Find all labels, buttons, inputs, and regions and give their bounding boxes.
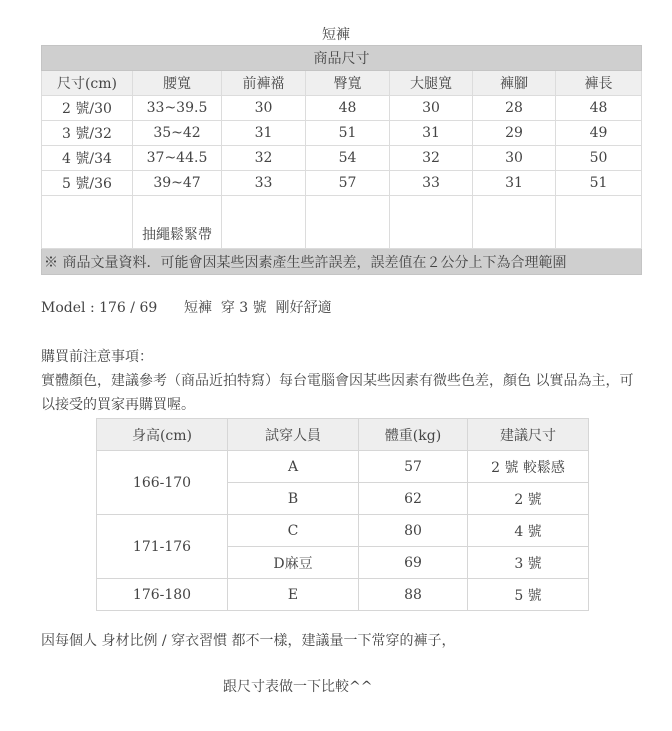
table-cell <box>473 196 556 249</box>
suggested-size: 5 號 <box>468 579 589 611</box>
tester-name: A <box>228 451 359 483</box>
table-cell: 49 <box>556 121 642 146</box>
column-header: 試穿人員 <box>228 419 359 451</box>
notice-title: 購買前注意事項： <box>41 349 153 365</box>
size-chart-heading-row <box>42 46 642 71</box>
tester-weight: 69 <box>359 547 468 579</box>
measurement-disclaimer: ※ 商品文量資料．可能會因某些因素產生些許誤差，誤差值在２公分上下為合理範圍 <box>42 249 642 275</box>
column-header: 褲腳 <box>473 71 556 96</box>
table-cell: 28 <box>473 96 556 121</box>
table-cell: 2 號/30 <box>42 96 133 121</box>
table-cell: 33 <box>222 171 306 196</box>
fit-reference-table <box>96 418 589 611</box>
tester-name: C <box>228 515 359 547</box>
table-cell: 33 <box>390 171 473 196</box>
column-header: 前褲襠 <box>222 71 306 96</box>
table-cell: 50 <box>556 146 642 171</box>
table-cell: 30 <box>222 96 306 121</box>
table-row <box>97 451 589 483</box>
table-cell: 51 <box>556 171 642 196</box>
tester-weight: 80 <box>359 515 468 547</box>
size-chart-table <box>41 45 642 275</box>
table-cell: 4 號/34 <box>42 146 133 171</box>
column-header: 腰寬 <box>133 71 222 96</box>
table-cell: 5 號/36 <box>42 171 133 196</box>
model-info: Model : 176 / 69 短褲 穿 3 號 剛好舒適 <box>41 300 332 316</box>
table-cell: 31 <box>390 121 473 146</box>
size-chart-column-headers <box>42 71 642 96</box>
table-cell <box>390 196 473 249</box>
height-range: 166-170 <box>97 451 228 515</box>
table-cell: 51 <box>306 121 390 146</box>
suggested-size: 3 號 <box>468 547 589 579</box>
table-cell <box>222 196 306 249</box>
table-cell: 37~44.5 <box>133 146 222 171</box>
column-header: 臀寬 <box>306 71 390 96</box>
table-row <box>42 196 642 249</box>
table-row <box>42 171 642 196</box>
tester-name: D麻豆 <box>228 547 359 579</box>
table-cell: 33~39.5 <box>133 96 222 121</box>
tester-weight: 88 <box>359 579 468 611</box>
suggested-size: 4 號 <box>468 515 589 547</box>
disclaimer-row <box>42 249 642 275</box>
column-header: 尺寸(cm) <box>42 71 133 96</box>
column-header: 體重(kg) <box>359 419 468 451</box>
table-cell: 57 <box>306 171 390 196</box>
table-row <box>97 579 589 611</box>
tester-name: B <box>228 483 359 515</box>
table-cell: 48 <box>306 96 390 121</box>
table-row <box>42 146 642 171</box>
table-cell: 32 <box>390 146 473 171</box>
table-row <box>42 96 642 121</box>
suggested-size: 2 號 較鬆感 <box>468 451 589 483</box>
table-row <box>42 121 642 146</box>
table-cell: 39~47 <box>133 171 222 196</box>
size-chart-heading: 商品尺寸 <box>42 46 642 71</box>
table-cell: 48 <box>556 96 642 121</box>
column-header: 大腿寬 <box>390 71 473 96</box>
table-cell <box>42 196 133 249</box>
table-cell: 35~42 <box>133 121 222 146</box>
fit-advice-closing: 跟尺寸表做一下比較^^ <box>223 679 373 695</box>
table-cell: 30 <box>390 96 473 121</box>
table-cell: 29 <box>473 121 556 146</box>
tester-weight: 62 <box>359 483 468 515</box>
notice-body: 實體顏色，建議參考（商品近拍特寫）每台電腦會因某些因素有微些色差，顏色 以實品為主，可以接受的買家再購買喔。 <box>41 373 634 413</box>
table-row <box>97 515 589 547</box>
table-cell <box>306 196 390 249</box>
table-cell: 54 <box>306 146 390 171</box>
drawstring-note: 抽繩鬆緊帶 <box>133 196 222 249</box>
height-range: 176-180 <box>97 579 228 611</box>
fit-table-column-headers <box>97 419 589 451</box>
tester-name: E <box>228 579 359 611</box>
tester-weight: 57 <box>359 451 468 483</box>
page-title: 短褲 <box>322 27 350 43</box>
column-header: 褲長 <box>556 71 642 96</box>
height-range: 171-176 <box>97 515 228 579</box>
column-header: 身高(cm) <box>97 419 228 451</box>
fit-advice-line: 因每個人 身材比例 / 穿衣習慣 都不一樣，建議量一下常穿的褲子， <box>41 633 456 649</box>
column-header: 建議尺寸 <box>468 419 589 451</box>
table-cell: 3 號/32 <box>42 121 133 146</box>
table-cell: 30 <box>473 146 556 171</box>
table-cell <box>556 196 642 249</box>
table-cell: 31 <box>473 171 556 196</box>
table-cell: 32 <box>222 146 306 171</box>
suggested-size: 2 號 <box>468 483 589 515</box>
table-cell: 31 <box>222 121 306 146</box>
